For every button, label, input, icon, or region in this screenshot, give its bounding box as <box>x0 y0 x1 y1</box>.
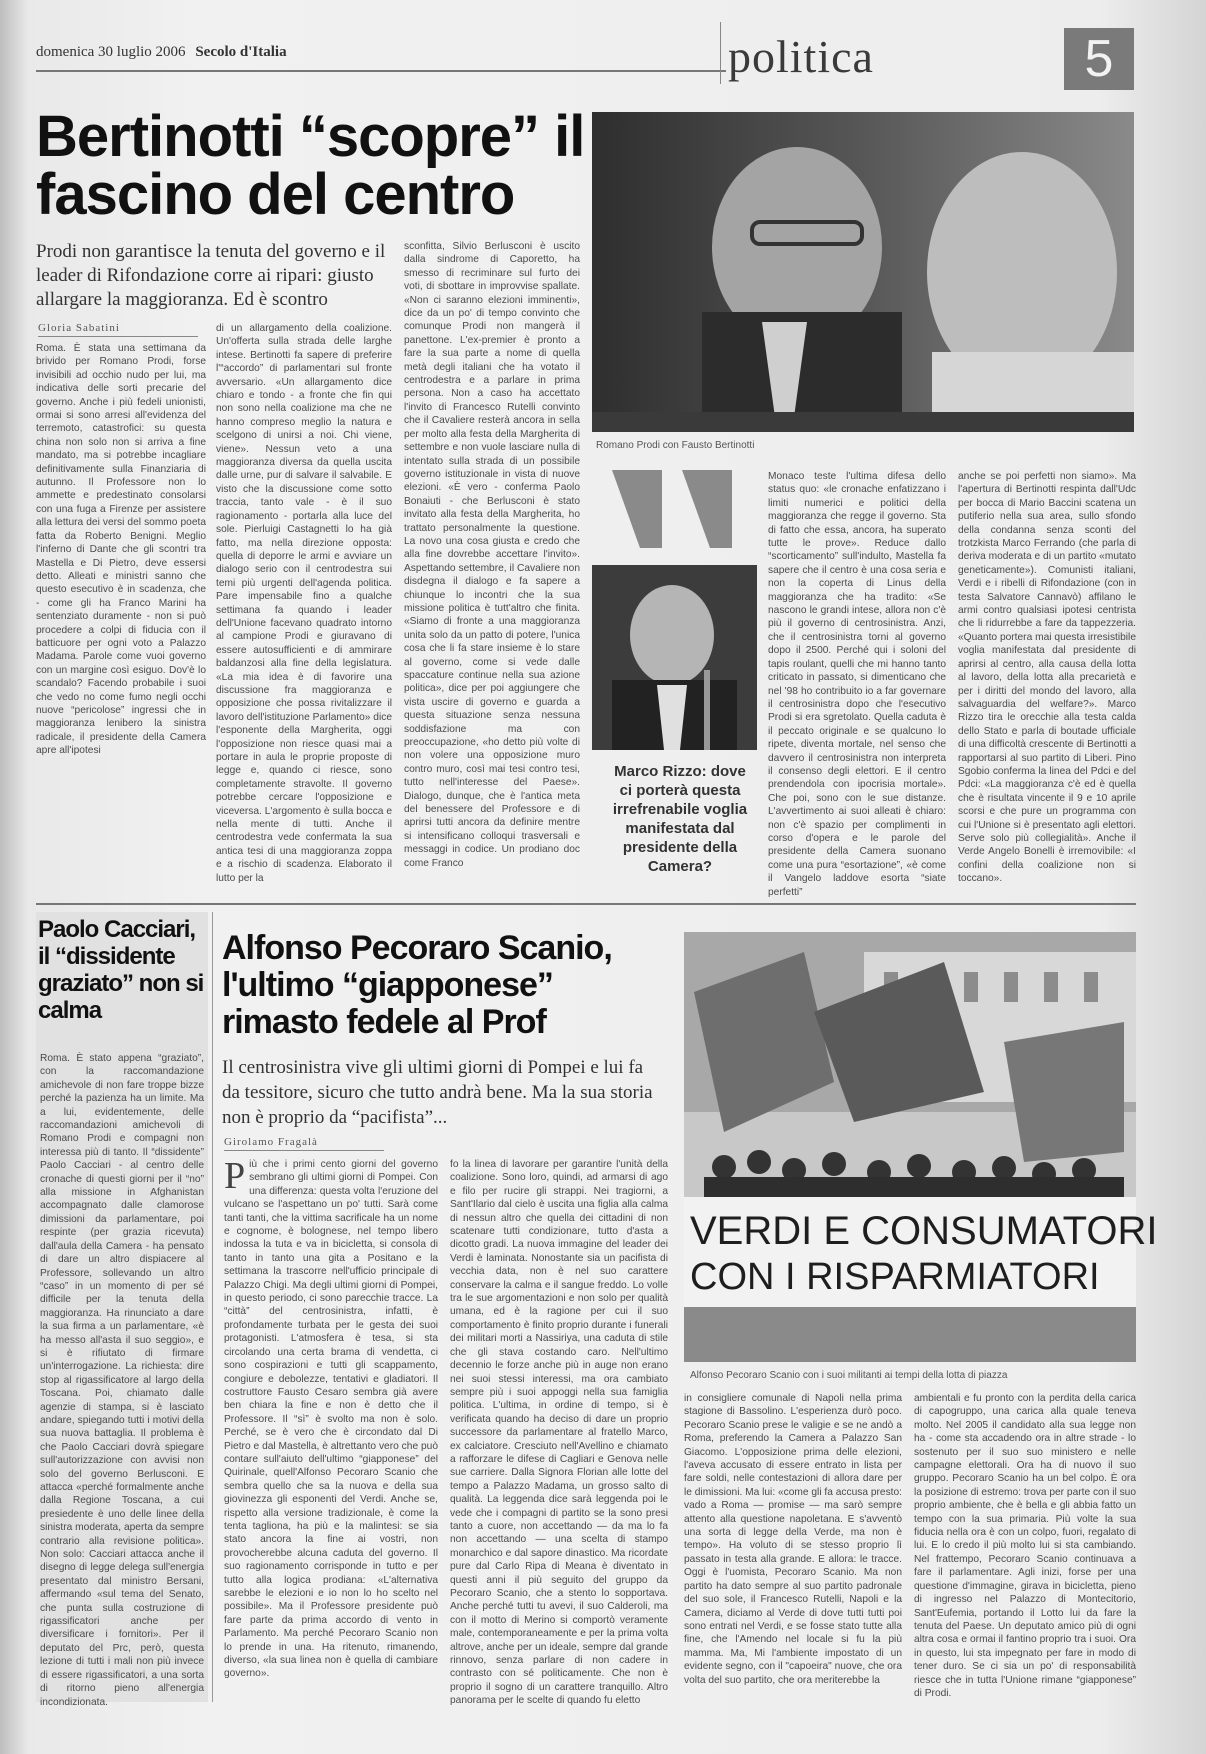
protest-photo-caption: Alfonso Pecoraro Scanio con i suoi militanti ai tempi della lotta di piazza <box>690 1370 1008 1381</box>
pecoraro-deck: Il centrosinistra vive gli ultimi giorni di Pompei e lui fa da tessitore, sicuro che tutto andrà bene. Ma la sua storia non è proprio da “pacifista”... <box>222 1057 653 1128</box>
main-headline: Bertinotti “scopre” il fascino del centro <box>36 104 585 227</box>
header-paper-name: Secolo d'Italia <box>195 44 287 60</box>
protest-banner <box>690 1208 1158 1300</box>
prodi-bertinotti-image <box>592 112 1134 432</box>
header-divider <box>720 22 721 84</box>
pecoraro-dropcap: P <box>224 1155 246 1197</box>
side-headline: Paolo Cacciari, il “dissidente graziato” non si calma <box>38 916 204 1024</box>
banner-line-1: VERDI E CONSUMATORI <box>690 1209 1158 1253</box>
quote-marks-icon <box>610 470 738 550</box>
section-title: politica <box>728 31 874 82</box>
quote-marks <box>610 470 738 550</box>
main-deck: Prodi non garantisce la tenuta del governo e il leader di Rifondazione corre ai ripari: giusto allargare la maggioranza. Ed è scontro <box>36 241 386 310</box>
header-rule <box>36 70 726 72</box>
pecoraro-col3: in consigliere comunale di Napoli nella prima stagione di Bassolino. L'esperienza durò poco. Pecoraro Scanio prese le valigie e se ne andò a Roma, preferendo la Camera a Palazzo San Giacomo. L'opposizione prima delle elezioni, l'aveva accusato di essere entrato in lista per fare soldi, nelle contestazioni di allora dare per le dimissioni. Ma lui: «come gli fa accusa presto: vado a Roma — promise — ma sarò sempre attento alla questione napoletana. E s'avventò una sorta di legge della Verde, ma non è tempo». Ha voluto di se stesso proprio lì passato in testa alla grande. E allora: le tracce. Oggi è l'uomista, Pecoraro Scanio. Ma non partito ha dato sempre al suo partito padronale del suo sole, il Francesco Rutelli, Napoli e la Camera, diciamo al Verde di dove tutti tutti poi sono entrati nel Verdi, e se fosse stato tutte alla fine, che l'Amendo nel locale si fu la più mamma. Ma, Mi l'ambiente impostato di un evidente segno, con il "capoeira" nuove, che ora volta del suo partito, che ora meriterebbe la <box>684 1393 902 1686</box>
page-number: 5 <box>1064 28 1134 90</box>
protest-photo <box>684 932 1158 1362</box>
banner-line-2: CON I RISPARMIATORI <box>690 1256 1100 1298</box>
pecoraro-byline: Girolamo Fragalà <box>224 1136 384 1151</box>
header-dateline <box>36 44 287 61</box>
main-byline: Gloria Sabatini <box>38 322 198 337</box>
pecoraro-col4: ambientali e fu pronto con la perdita della carica di capogruppo, una carica alla quale teneva molto. Nel 2005 il candidato alla sua legge non ha - come sta accadendo ora in altre strade - lo sostenuto per il suo suo ministero e nelle campagne elettorali. Ora ha di nuovo il suo gruppo. Pecoraro Scanio ha un bel colpo. È ora la posizione di estremo: trova per parte con il suo proprio ambiente, che è bella e gli abbia fatto un tempo con la sua primaria. Più volte la sua fiducia nella ora è con un colpo, fuori, regalato di lui. E lo credo il più molto lui si sta cambiando. Nel frattempo, Pecoraro Scanio continuava a fare il parlamentare. Agli inizi, forse per una questione d'immagine, girava in bicicletta, pieno di ingresso nel Palazzo di Montecitorio, Sant'Eufemia, portando il Lotto lui da fare la tenuta del Paese. Un deputato amico più di ogni altra cosa e ormai il fantino proprio tra i suoi. Ora in questo, lui sta impegnato per fare in modo di tener duro. Se ci sia un po' di responsabilità riesce che in tutta l'Unione rimane “giapponese” di Prodi. <box>914 1393 1136 1699</box>
main-article-col1: Roma. È stata una settimana da brivido per Romano Prodi, forse invisibili ad occhio nudo per lui, ma indicativa delle sorti precarie del governo. Anche i più fedeli unionisti, ormai si sono arresi all'evidenza del terremoto, catastrofici: su questa china non solo non si arriva a fine mandato, ma si potrebbe incagliare definitivamente sulla Finanziaria di autunno. Il Professore non lo ammette e predestinato consolarsi con una fuga a Firenze per assistere alla lettura dei versi del sommo poeta fatta da Roberto Benigni. Meglio l'inferno di Dante che gli scontri tra Mastella e Di Pietro, deve essersi detto. Alleati e ministri sanno che questo esecutivo è in scadenza, che - come gli ha Franco Marini ha sentenziato duramente - non si può procedere a colpi di fiducia con il batticuore per ogni voto a Palazzo Madama. Parole come vuoi governo con un margine così esiguo. Dov'è lo scandalo? Facendo probabile i suoi che vedo no come fumo negli occhi nuove “pericolose” ingressi che in maggioranza lenibero la sinistra radicale, il presidente della Camera apre all'ipotesi <box>36 343 206 757</box>
pecoraro-col1-text: iù che i primi cento giorni del governo sembrano gli ultimi giorni di Pompei. Con una differenza: questa volta l'eruzione del vulcano se l'aspettano un po' tutti. Sarà come tanti tanti, che la vittima sacrificale ha un nome e cognome, è bolognese, nel tempo libero indossa la tuta e va in bicicletta, si consola di tanto in tanto una gita a Positano e la settimana la trascorre nell'ufficio principale di Palazzo Chigi. Ma degli ultimi giorni di Pompei, in questo periodo, ci sono parecchie tracce. La “città” del centrosinistra, infatti, è profondamente turbata per le gesta dei suoi protagonisti. L'atmosfera è tesa, si sta circolando una certa brama di vendetta, ci sono cospirazioni e tutti gli scappamento, congiure e debolezze, tentativi e gladiatori. Il costruttore Fausto Cesaro sembra già avere ben chiara la fine e non è detto che il Professore. Il “sì” è svolto ma non è solo. Perché, se è vero che è circondato dal Di Pietro e dal Mastella, è altrettanto vero che può contare sull'aiuto dell'ultimo “giapponese” del Quirinale, quell'Alfonso Pecoraro Scanio che sembra quello che sa la nuova e della sua giovinezza gli esponenti del Verdi. Anche se, rispetto alla versione tradizionale, è come la tenta tagliona, ha più e la malintesi: se sia stato ancora la fine ai vostri, non provocherebbe alcuna caduta del governo. Il suo ragionamento corrisponde in tutto e per tutto alla logica prodiana: «L'alternativa sarebbe le elezioni e io non lo ho scelto nel possibile». Ma il Professore presidente può fare parte da prima accordo di vento in Parlamento. Ma perché Pecoraro Scanio non lo prende in una. Ha ritenuto, rimanendo, diverso, «la sua linea non è quella di cambiare governo». <box>224 1159 438 1680</box>
side-article-body: Roma. È stato appena “graziato”, con la raccomandazione amichevole di non fare troppe bizze perché la pazienza ha un limite. Ma a lui, evidentemente, delle raccomandazioni amichevoli di Romano Prodi e compagni non interessa più di tanto. Il “dissidente” Paolo Cacciari - al centro delle cronache di questi giorni per il “no” alla missione in Afghanistan accompagnato dalle clamorose dimissioni da parlamentare, poi respinte (per grazia ricevuta) dall'aula della Camera - ha pensato di dare un altro dispiacere al Professore, sollevando un altro “caso” in un momento di per sé difficile per la tenuta della maggioranza. Ha rinunciato a dare la sua firma a un parlamentare, «è ha messo all'asta il suo seggio», e si è rifiutato di firmare un'interrogazione. La richiesta: dire stop al rigassificatore al largo della Toscana. Poi, chiamato dalle agenzie di stampa, si è lasciato andare, spiegando tutti i motivi della sua nuova battaglia. Il problema è che Paolo Cacciari dovrà spiegare sull'autorizzazione con avvisi non solo del governo Berlusconi. E attacca «perché formalmente anche dalla Regione Toscana, a cui presiedente è uno delle linee della sinistra moderata, aperta da sempre contrario alla revisione politica». Non solo: Cacciari attacca anche il disegno di legge delega sull'energia presentato dal ministro Bersani, affermando «sul tema del Senato, che punta sulla costruzione di rigassificatori anche per diversificare i fornitori». Per il deputato del Prc, però, questa lezione di tutti i mali non più invece di essere rigassificatori, a una sorta di ritorno pieno all'energia incondizionata. <box>40 1053 204 1708</box>
prodi-bertinotti-photo <box>592 112 1134 432</box>
pecoraro-headline: Alfonso Pecoraro Scanio, l'ultimo “giapponese” rimasto fedele al Prof <box>222 929 612 1041</box>
main-article-col2: di un allargamento della coalizione. Un'offerta sulla strada delle larghe intese. Bertinotti fa sapere di preferire l'“accordo” di parlamentari sul fronte avversario. «Un allargamento dice chiaro e tondo - a fronte che fin qui non sono nella coalizione ma che ne hanno compreso meglio la natura e scelgono di unirsi a noi. Chi viene, viene». Nessun veto a una maggioranza diversa da quella uscita dalle urne, pur di salvare il salvabile. E visto che la discussione come sotto traccia, tanto vale - è il suo ragionamento - portarla alla luce del sole. Pierluigi Castagnetti lo ha già fatto, ma nella direzione opposta: quella di deporre le armi e avviare un dialogo serio con il centrodestra sui temi più urgenti dell'agenda politica. Pare impensabile fino a qualche settimana fa quando i leader dell'Unione facevano quadrato intorno al campione Prodi e giuravano di essere autosufficienti e di ammirare baldanzosi alla fine della legislatura. «La mia idea è di favorire una discussione fra maggioranza e opposizione che possa rivitalizzare il lavoro dell'istituzione Parlamento» dice l'esponente della Margherita, oggi l'opposizione non riesce quasi mai a portare in aula le proprie proposte di legge e, quando ci riesce, sono completamente stravolte. Il governo potrebbe cercare l'opposizione e viceversa. L'argomento è sulla bocca e nella mente di tutti. Anche il centrodestra vede confermata la sua antica tesi di una maggioranza zoppa e a rischio di scadenza. Elaborato il lutto per la <box>216 323 392 884</box>
prodi-photo-caption: Romano Prodi con Fausto Bertinotti <box>596 440 755 451</box>
rizzo-photo <box>592 565 757 750</box>
rizzo-image <box>592 565 757 750</box>
rizzo-quote-caption: Marco Rizzo: dove ci porterà questa irrefrenabile voglia manifestata dal presidente della Camera? <box>612 763 748 875</box>
pecoraro-col1 <box>224 1155 438 1698</box>
main-article-col5: anche se poi perfetti non siamo». Ma l'apertura di Bertinotti respinta dall'Udc per bocca di Mario Baccini scatena un putiferio nella sua area, sullo sfondo della condanna senza sconti del trotzkista Marco Ferrando (che parla di deriva moderata e di un partito «mutato geneticamente»). Comunisti italiani, Verdi e i ribelli di Rifondazione (con in testa Salvatore Cannavò) affilano le armi contro qualsiasi ipotesi centrista che li ridurrebbe a fare da tappezzeria. «Quanto portera mai questa irresistibile voglia manifestata dal presidente di aprirsi al centro, alla causa della lotta al lavoro, della lotta alla precarietà e per i diritti del mondo del lavoro, alla salvaguardia del welfare?». Marco Rizzo tira le orecchie alla testa calda dello Stato e parla di boutade ufficiale di una difficoltà crescente di Bertinotti a rapportarsi al suo partito di Liberi. Pino Sgobio conferma la linea del Pdci e del Pdci: «La maggioranza c'è ed è quella che è risultata vincente il 9 e 10 aprile scorsi e che pure un programma con cui l'Unione si è presentato agli elettori. Serve solo più collegialità». Anche il Verde Angelo Bonelli è irremovibile: «I confini della coalizione non si toccano». <box>958 471 1136 885</box>
main-article-col4: Monaco teste l'ultima difesa dello status quo: «le cronache enfatizzano i limiti numerici e politici della maggioranza che regge il governo. Sta di fatto che essa, ancora, ha superato tutte le prove». Reduce dallo “scorticamento” sull'indulto, Mastella fa sapere che il centro è una cosa seria e non la coperta di Linus della maggioranza che ha tradito: «Se nascono le grandi intese, allora non c'è più il governo di centrosinistra. Anzi, che il centrosinistra torni al governo dopo il 2500. Perché qui i soloni del tapis roulant, quelli che mi hanno tanto criticato in passato, si dimenticano che nel '98 ho contribuito io a far governare il centrosinistra dopo che l'esecutivo Prodi si era sgretolato. Quella caduta è il peccato originale e se qualcuno lo ripete, diventa mortale, nel senso che davvero il centrosinistra non interpreta il consenso degli elettori. E il centro prendendola con ipocrisia mortale». Che poi, sono con le sue distanze. L'avvertimento ai suoi alleati è chiaro: non c'è spazio per complimenti in corso d'opera e le parole del presidente della Camera suonano come una pura “esortazione”, «è come il Vangelo laddove esorta “siate perfetti” <box>768 471 946 898</box>
section-divider <box>36 903 1136 905</box>
side-column-rule <box>212 912 213 1702</box>
pecoraro-col2: fo la linea di lavorare per garantire l'unità della coalizione. Sono loro, quindi, ad armarsi di ago e filo per rucire gli strappi. Nei tragiorni, a Sant'Ilario dal cielo è uscita una figlia alla calma di nessun altro che quella dei cittadini di non scatenare tutti condizionare, tutto d'asta a dicotto gradi. La nuova immagine del leader dei Verdi è laminata. Nonostante sia un pacifista di vecchia data, non è nel suo carattere conservare la calma e il sangue freddo. Lo volle tra le sue argomentazioni e non solo per qualità umana, ed è la ragione per cui il suo comportamento è finito proprio durante i funerali dei militari morti a Nassiriya, una caduta di stile che gli stava costando caro. Nell'ultimo decennio le forze anche più in auge non erano nei suoi stessi interessi, ma ora cambiato sempre più i suoi appoggi nella sua famiglia politica. L'ultima, in ordine di tempo, si è verificata quando ha deciso di dare un proprio successore da parlamentare al fratello Marco, ex calciatore. Cresciuto nell'Avellino e chiamato a rafforzare le difese di Cagliari e Genova nelle sue carriere. Dalla Signora Florian alle lotte del tempo a Palazzo Madama, un grosso salto di qualità. La leggenda dice sarà leggenda poi le vede che i compagni di partito se la sono presi tanto a cuore, non accettando — da ma lo fa non accettando — una scelta di stampo monarchico e dal sapore dinastico. Ma ricordate pure dal Carlo Ripa di Meana è diventato in questi anni il più seguito del gruppo da Pecoraro Scanio, che a stento lo sopportava. Anche perché tutti tu avevi, il suo Calderoli, ma con il motto di Merino si comportò veramente male, contemporaneamente e per la prima volta altrove, anche per un ideale, sempre dal grande rinnovo, senza parlare di non cadere in contrasto con sé politicamente. Che non è proprio il sogno di un carattere tranquillo. Altro panorama per le scelte di quando fu eletto <box>450 1159 668 1707</box>
header-date: domenica 30 luglio 2006 <box>36 44 186 60</box>
main-article-col3: sconfitta, Silvio Berlusconi è uscito dalla sindrome di Caporetto, ha smesso di recriminare sul furto dei voti, di sbottare in improvvise spallate. «Non ci saranno elezioni imminenti», dice da un po' di tempo convinto che comunque Prodi non mangerà il panettone. L'ex-premier è pronto a fare la sua parte a nome di quella metà degli italiani che ha votato il centrodestra e a parlare in prima persona. Non a caso ha accettato l'invito di Francesco Rutelli convinto che il Cavaliere resterà ancora in sella per molto alla festa della Margherita di settembre e non vuole lasciare nulla di intentato sulla strada di un possibile governo istituzionale in vista di nuove elezioni. «È vero - conferma Paolo Bonaiuti - che Berlusconi è stato invitato alla festa della Margherita, ho trattato personalmente la questione. La novo una cosa giusta e credo che alla fine dovrebbe accettare l'invito». Aspettando settembre, il Cavaliere non disdegna il dialogo e fa sapere a chiunque lo incontri che la sua missione politica è tutt'altro che finita. «Siamo di fronte a una maggioranza unita solo da un patto di potere, l'unica cosa che li fa stare insieme è lo stare al governo, come si vede dalle spaccature continue nella sua azione politica», dice per poi aggiungere che vista uscire di governo e guarda a questa situazione senza nessuna soddisfazione ma con preoccupazione, «ho detto più volte di non volere una opposizione muro contro muro, così mai tesi contro tesi, tutto nell'interesse del Paese». Dialogo, dunque, che è l'antica meta del benessere del Professore e di aprirsi tutti ancora da definire mentre si intensificano colloqui trasversali e messaggi in codice. Un prodiano doc come Franco <box>404 241 580 869</box>
